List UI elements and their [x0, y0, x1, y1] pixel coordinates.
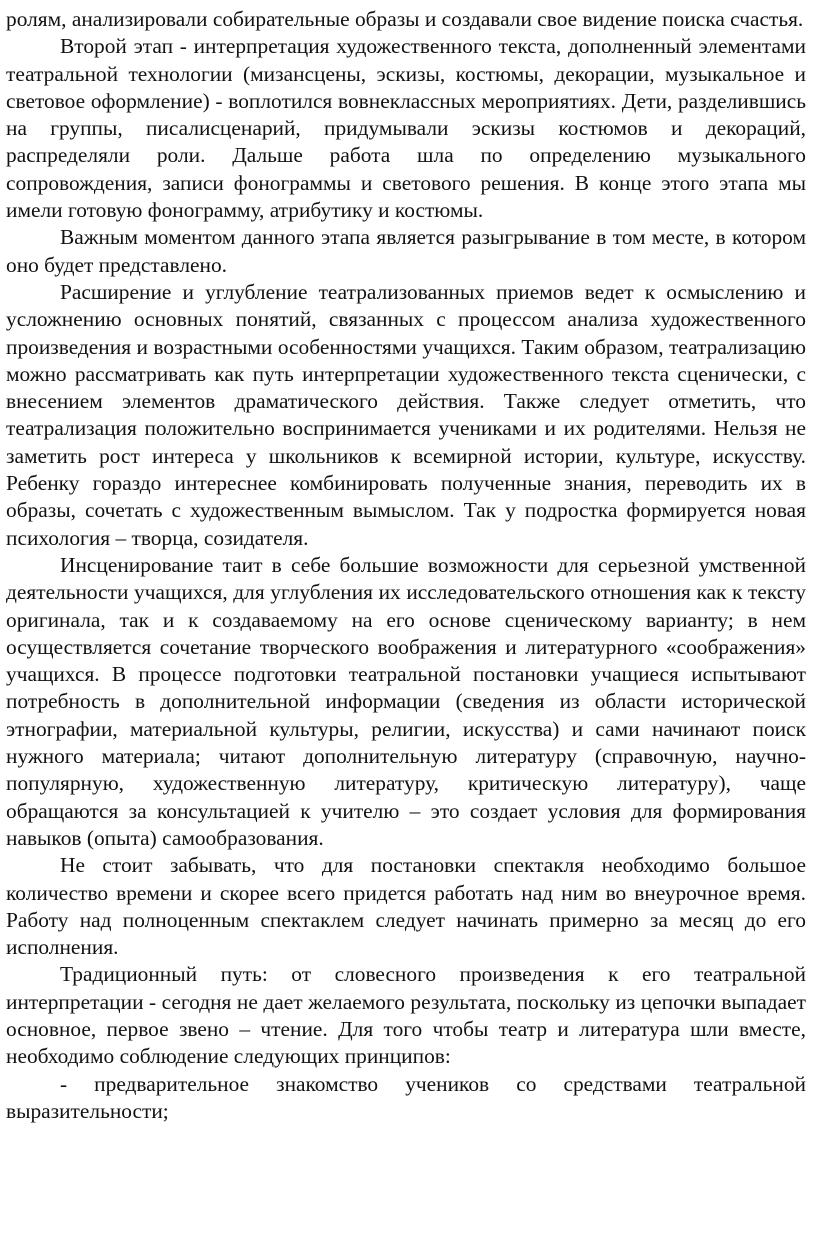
- paragraph-8: - предварительное знакомство учеников со средствами театральной выразительности;: [6, 1071, 806, 1123]
- paragraph-1: ролям, анализировали собирательные образы и создавали свое видение поиска счастья.: [6, 7, 804, 31]
- paragraph-4: Расширение и углубление театрализованных приемов ведет к осмыслению и усложнению основных понятий, связанных с процессом анализа художественного произведения и возрастными особенностями учащихся. Таким образом, театрализацию можно рассматривать как путь интерпретации художественного текста сценически, с внесением элементов драматического действия. Также следует отметить, что театрализация положительно воспринимается учениками и их родителями. Нельзя не заметить рост интереса у школьников к всемирной истории, культуре, искусству. Ребенку гораздо интереснее комбинировать полученные знания, переводить их в образы, сочетать с художественным вымыслом. Так у подростка формируется новая психология – творца, созидателя.: [6, 279, 806, 550]
- paragraph-2: Второй этап - интерпретация художественного текста, дополненный элементами театральной технологии (мизансцены, эскизы, костюмы, декорации, музыкальное и световое оформление) - воплотился вовнеклассных мероприятиях. Дети, разделившись на группы, писалисценарий, придумывали эскизы костюмов и декораций, распределяли роли. Дальше работа шла по определению музыкального сопровождения, записи фонограммы и светового решения. В конце этого этапа мы имели готовую фонограмму, атрибутику и костюмы.: [6, 34, 806, 223]
- paragraph-5: Инсценирование таит в себе большие возможности для серьезной умственной деятельности учащихся, для углубления их исследовательского отношения как к тексту оригинала, так и к создаваемому на его основе сценическому варианту; в нем осуществляется сочетание творческого воображения и литературного «соображения» учащихся. В процессе подготовки театральной постановки учащиеся испытывают потребность в дополнительной информации (сведения из области исторической этнографии, материальной культуры, религии, искусства) и сами начинают поиск нужного материала; читают дополнительную литературу (справочную, научно-популярную, художественную литературу, критическую литературу), чаще обращаются за консультацией к учителю – это создает условия для формирования навыков (опыта) самообразования.: [6, 552, 806, 850]
- document-page: [6, 6, 806, 1125]
- paragraph-3: Важным моментом данного этапа является разыгрывание в том месте, в котором оно будет представлено.: [6, 225, 806, 277]
- paragraph-6: Не стоит забывать, что для постановки спектакля необходимо большое количество времени и скорее всего придется работать над ним во внеурочное время. Работу над полноценным спектаклем следует начинать примерно за месяц до его исполнения.: [6, 853, 806, 960]
- paragraph-7: Традиционный путь: от словесного произведения к его театральной интерпретации - сегодня не дает желаемого результата, поскольку из цепочки выпадает основное, первое звено – чтение. Для того чтобы театр и литература шли вместе, необходимо соблюдение следующих принципов:: [6, 962, 806, 1069]
